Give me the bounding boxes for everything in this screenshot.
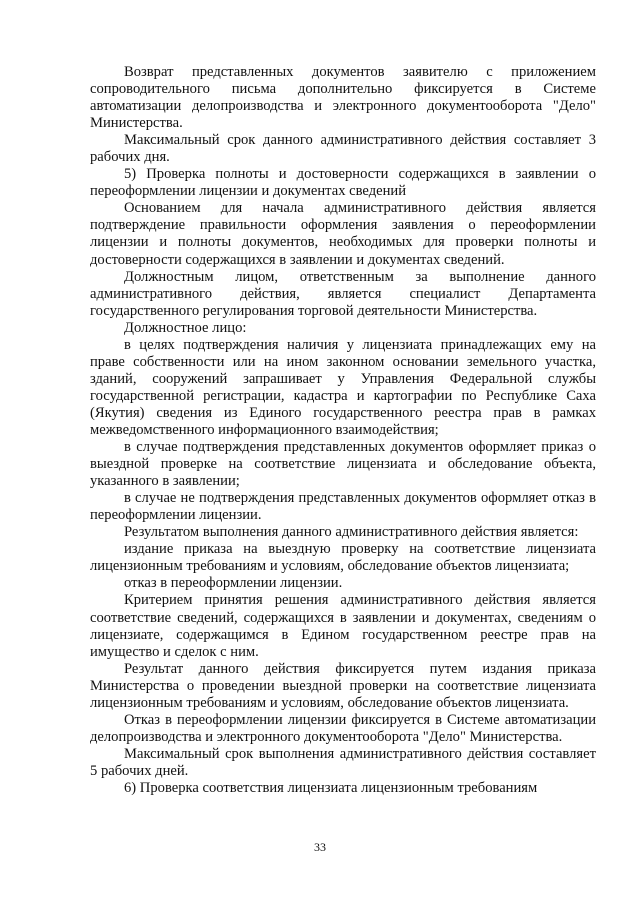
paragraph: Максимальный срок выполнения административного действия составляет 5 рабочих дней.: [90, 745, 596, 779]
paragraph: Должностным лицом, ответственным за выполнение данного административного действия, является специалист Департамента государственного регулирования торговой деятельности Министерства.: [90, 268, 596, 319]
paragraph: Отказ в переоформлении лицензии фиксируется в Системе автоматизации делопроизводства и электронного документооборота "Дело" Министерства.: [90, 711, 596, 745]
paragraph: Критерием принятия решения административного действия является соответствие сведений, содержащихся в заявлении и документах, сведениям о лицензиате, содержащимся в Едином государственном реестре прав на имущество и сделок с ним.: [90, 592, 596, 660]
paragraph: в случае не подтверждения представленных документов оформляет отказ в переоформлении лицензии.: [90, 490, 596, 524]
paragraph: Основанием для начала административного действия является подтверждение правильности оформления заявления о переоформлении лицензии и полноты документов, необходимых для проверки полноты и достоверности содержащихся в заявлении и документах сведений.: [90, 200, 596, 268]
paragraph: Возврат представленных документов заявителю с приложением сопроводительного письма дополнительно фиксируется в Системе автоматизации делопроизводства и электронного документооборота "Дело" Министерства.: [90, 64, 596, 132]
section-heading-6: 6) Проверка соответствия лицензиата лицензионным требованиям: [124, 779, 538, 796]
body-text: [90, 64, 596, 797]
paragraph: Максимальный срок данного административного действия составляет 3 рабочих дня.: [90, 132, 596, 166]
paragraph: в случае подтверждения представленных документов оформляет приказ о выездной проверке на соответствие лицензиата и обследование объекта, указанного в заявлении;: [90, 439, 596, 490]
paragraph: Результатом выполнения данного административного действия является:: [124, 524, 579, 541]
paragraph: в целях подтверждения наличия у лицензиата принадлежащих ему на праве собственности или на ином законном основании земельного участка, зданий, сооружений запрашивает у Управления Федеральной службы государственной регистрации, кадастра и картографии по Республике Саха (Якутия) сведения из Единого государственного реестра прав в рамках межведомственного информационного взаимодействия;: [90, 336, 596, 438]
paragraph: отказ в переоформлении лицензии.: [124, 575, 343, 592]
page-number: 33: [314, 840, 326, 854]
paragraph: Должностное лицо:: [124, 319, 247, 336]
section-heading-5: 5) Проверка полноты и достоверности содержащихся в заявлении о переоформлении лицензии и документах сведений: [90, 166, 596, 200]
paragraph: Результат данного действия фиксируется путем издания приказа Министерства о проведении выездной проверки на соответствие лицензиата лицензионным требованиям и условиям, обследование объектов лицензиата.: [90, 660, 596, 711]
paragraph: издание приказа на выездную проверку на соответствие лицензиата лицензионным требованиям и условиям, обследование объектов лицензиата;: [90, 541, 596, 575]
